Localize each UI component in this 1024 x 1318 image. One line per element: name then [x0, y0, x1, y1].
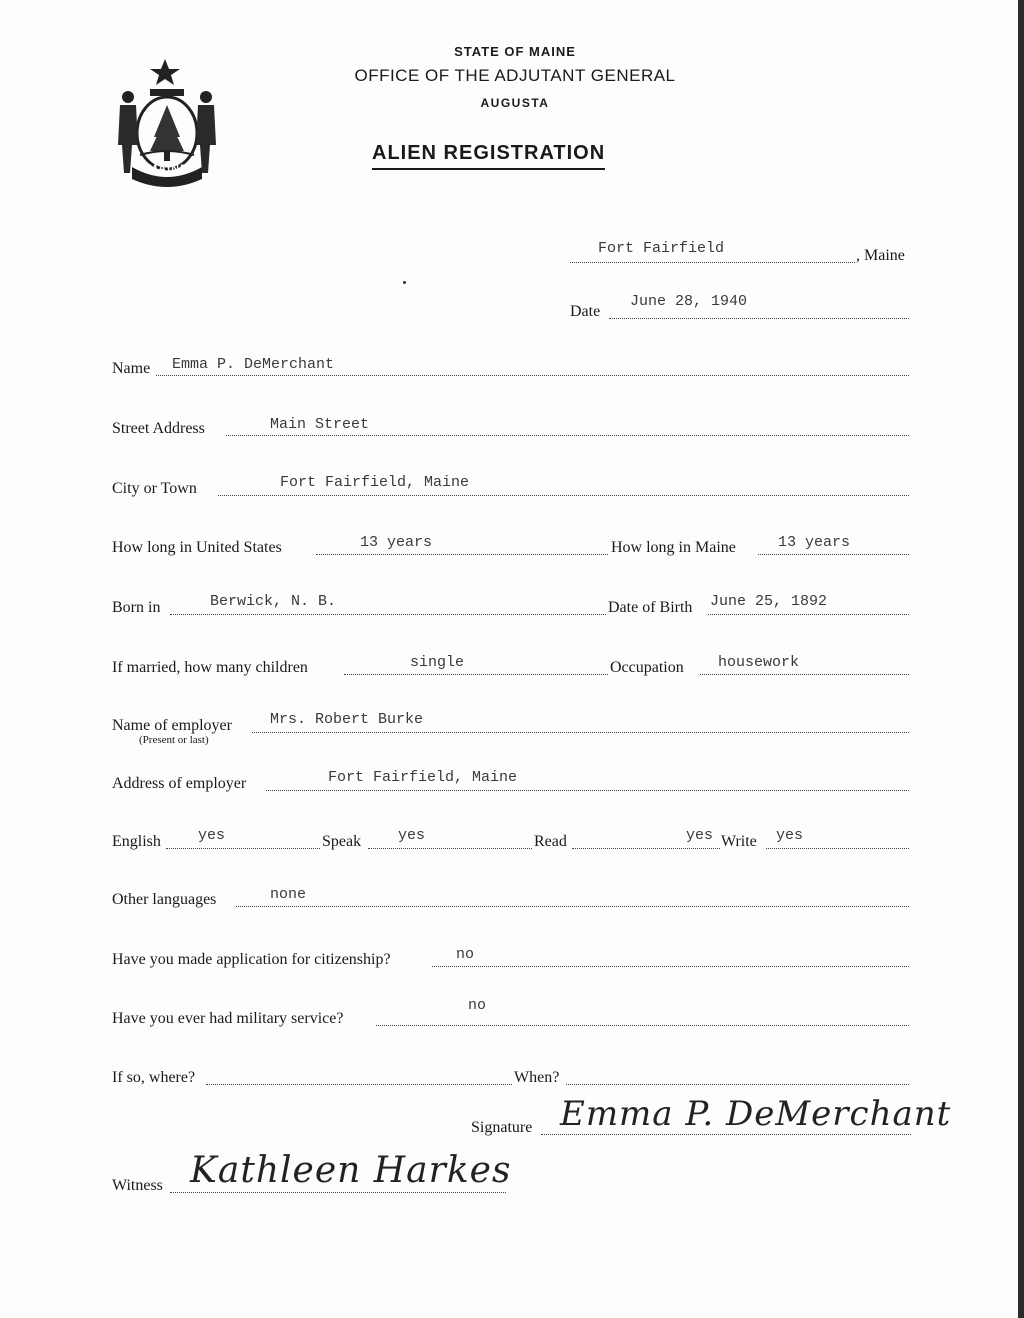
other-languages-value[interactable]: none	[270, 886, 307, 903]
date-line	[609, 318, 909, 319]
english-line	[166, 848, 320, 849]
read-line	[572, 848, 720, 849]
write-line	[766, 848, 909, 849]
witness-signature[interactable]: Kathleen Harkes	[190, 1150, 512, 1191]
when-line	[566, 1084, 909, 1085]
citizenship-label: Have you made application for citizenship?	[112, 951, 391, 968]
when-label: When?	[514, 1069, 560, 1086]
write-label: Write	[721, 833, 757, 850]
seal-banner-text: MAINE	[148, 163, 189, 175]
read-label: Read	[534, 833, 567, 850]
read-value[interactable]: yes	[686, 827, 714, 844]
employer-label: Name of employer	[112, 717, 232, 734]
children-line	[344, 674, 608, 675]
date-value[interactable]: June 28, 1940	[630, 293, 748, 310]
born-value[interactable]: Berwick, N. B.	[210, 593, 337, 610]
where-label: If so, where?	[112, 1069, 196, 1086]
name-line	[156, 375, 909, 376]
header-city: AUGUSTA	[480, 96, 550, 110]
page-title: ALIEN REGISTRATION	[372, 142, 605, 170]
dob-line	[708, 614, 909, 615]
name-value[interactable]: Emma P. DeMerchant	[172, 356, 335, 373]
city-line	[218, 495, 909, 496]
speak-line	[368, 848, 532, 849]
header-state: STATE OF MAINE	[454, 44, 576, 59]
signature-label: Signature	[471, 1119, 533, 1136]
location-value[interactable]: Fort Fairfield	[598, 240, 725, 257]
signature-handwriting[interactable]: Emma P. DeMerchant	[560, 1094, 952, 1134]
military-label: Have you ever had military service?	[112, 1010, 344, 1027]
born-line	[170, 614, 606, 615]
us-duration-line	[316, 554, 608, 555]
signature-line	[541, 1134, 911, 1135]
street-line	[226, 435, 909, 436]
military-line	[376, 1025, 909, 1026]
employer-address-line	[266, 790, 909, 791]
maine-duration-label: How long in Maine	[611, 539, 736, 556]
us-duration-value[interactable]: 13 years	[360, 534, 433, 551]
city-label: City or Town	[112, 480, 197, 497]
scan-edge	[1018, 0, 1024, 1318]
location-suffix: , Maine	[856, 247, 905, 264]
occupation-label: Occupation	[610, 659, 684, 676]
occupation-line	[700, 674, 909, 675]
children-value[interactable]: single	[410, 654, 465, 671]
speak-label: Speak	[322, 833, 362, 850]
employer-value[interactable]: Mrs. Robert Burke	[270, 711, 424, 728]
employer-line	[252, 732, 909, 733]
other-languages-label: Other languages	[112, 891, 217, 908]
street-label: Street Address	[112, 420, 205, 437]
employer-sublabel: (Present or last)	[139, 734, 209, 746]
occupation-value[interactable]: housework	[718, 654, 800, 671]
maine-duration-line	[758, 554, 909, 555]
citizenship-value[interactable]: no	[456, 946, 475, 963]
where-line	[206, 1084, 512, 1085]
dob-label: Date of Birth	[608, 599, 693, 616]
citizenship-line	[432, 966, 909, 967]
employer-address-label: Address of employer	[112, 775, 247, 792]
maine-duration-value[interactable]: 13 years	[778, 534, 851, 551]
english-value[interactable]: yes	[198, 827, 226, 844]
stray-mark	[403, 281, 406, 284]
name-label: Name	[112, 360, 151, 377]
write-value[interactable]: yes	[776, 827, 804, 844]
english-label: English	[112, 833, 161, 850]
city-value[interactable]: Fort Fairfield, Maine	[280, 474, 470, 491]
witness-label: Witness	[112, 1177, 163, 1194]
speak-value[interactable]: yes	[398, 827, 426, 844]
military-value[interactable]: no	[468, 997, 487, 1014]
dob-value[interactable]: June 25, 1892	[710, 593, 828, 610]
children-label: If married, how many children	[112, 659, 308, 676]
born-label: Born in	[112, 599, 161, 616]
employer-address-value[interactable]: Fort Fairfield, Maine	[328, 769, 518, 786]
header-office: OFFICE OF THE ADJUTANT GENERAL	[354, 66, 676, 85]
street-value[interactable]: Main Street	[270, 416, 370, 433]
location-line	[570, 262, 855, 263]
date-label: Date	[570, 303, 601, 320]
witness-line	[170, 1192, 506, 1193]
other-languages-line	[236, 906, 909, 907]
us-duration-label: How long in United States	[112, 539, 282, 556]
